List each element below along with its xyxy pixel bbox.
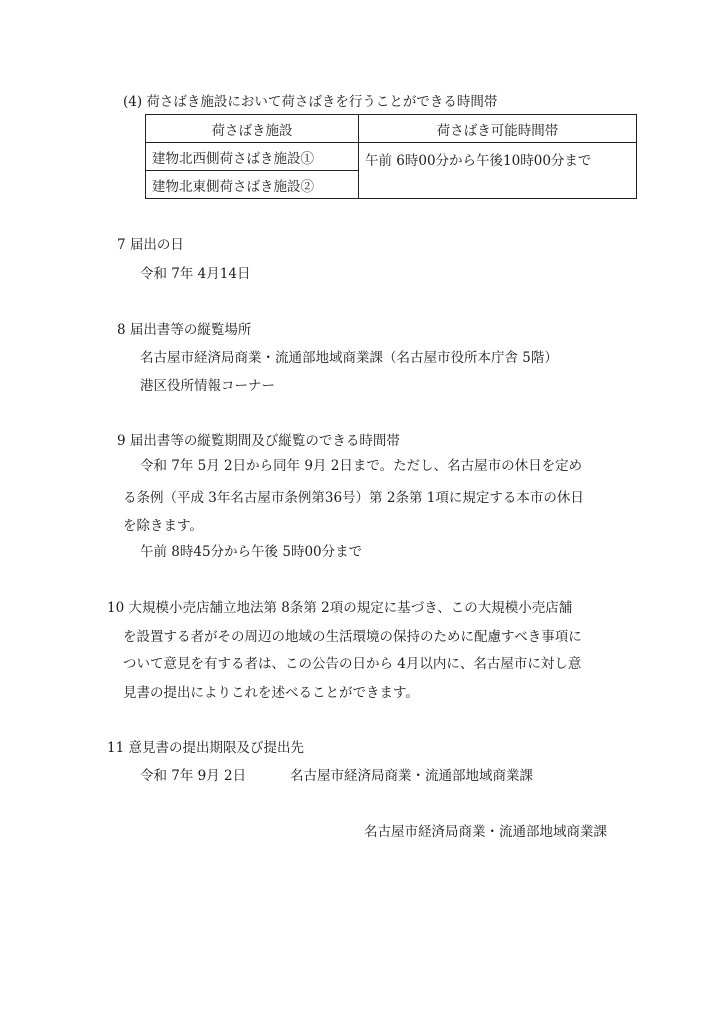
inspection-hours: 午前 8時45分から午後 5時00分まで: [140, 544, 363, 560]
section-10-line: 10 大規模小売店舗立地法第 8条第 2項の規定に基づき、この大規模小売店舗: [107, 600, 573, 616]
table-header-row: [146, 115, 637, 143]
issuer-signature: 名古屋市経済局商業・流通部地域商業課: [364, 824, 607, 840]
section-9-line: 令和 7年 5月 2日から同年 9月 2日まで。ただし、名古屋市の休日を定め: [140, 458, 583, 474]
section-7-heading: 7 届出の日: [117, 237, 184, 253]
section-9-body: [123, 452, 639, 481]
table-row: [146, 143, 637, 171]
section-8-heading: 8 届出書等の縦覧場所: [117, 322, 252, 338]
section-9-line: を除きます。: [123, 518, 203, 534]
filing-date: 令和 7年 4月14日: [140, 266, 251, 282]
section-9-heading: 9 届出書等の縦覧期間及び縦覧のできる時間帯: [117, 433, 400, 449]
inspection-place-1: 名古屋市経済局商業・流通部地域商業課（名古屋市役所本庁舎 5階）: [140, 350, 558, 366]
table-cell-hours: 午前 6時00分から午後10時00分まで: [359, 143, 637, 199]
section-11-heading: 11 意見書の提出期限及び提出先: [107, 740, 304, 756]
section-10-line: を設置する者がその周辺の地域の生活環境の保持のために配慮すべき事項に: [123, 629, 582, 645]
loading-hours-table: [145, 114, 637, 199]
table-header-facility: 荷さばき施設: [146, 115, 359, 143]
deadline-date: 令和 7年 9月 2日: [140, 768, 247, 784]
section-10-line: 見書の提出によりこれを述べることができます。: [123, 685, 419, 701]
table-cell-facility: 建物北西側荷さばき施設①: [146, 143, 359, 171]
section-4-heading: (4) 荷さばき施設において荷さばきを行うことができる時間帯: [123, 94, 498, 110]
inspection-place-2: 港区役所情報コーナー: [140, 378, 275, 394]
table-header-hours: 荷さばき可能時間帯: [359, 115, 637, 143]
section-10-line: ついて意見を有する者は、この公告の日から 4月以内に、名古屋市に対し意: [123, 656, 582, 672]
table-cell-facility: 建物北東側荷さばき施設②: [146, 171, 359, 199]
submission-recipient: 名古屋市経済局商業・流通部地域商業課: [290, 768, 533, 784]
section-9-line: る条例（平成 3年名古屋市条例第36号）第 2条第 1項に規定する本市の休日: [123, 490, 584, 506]
